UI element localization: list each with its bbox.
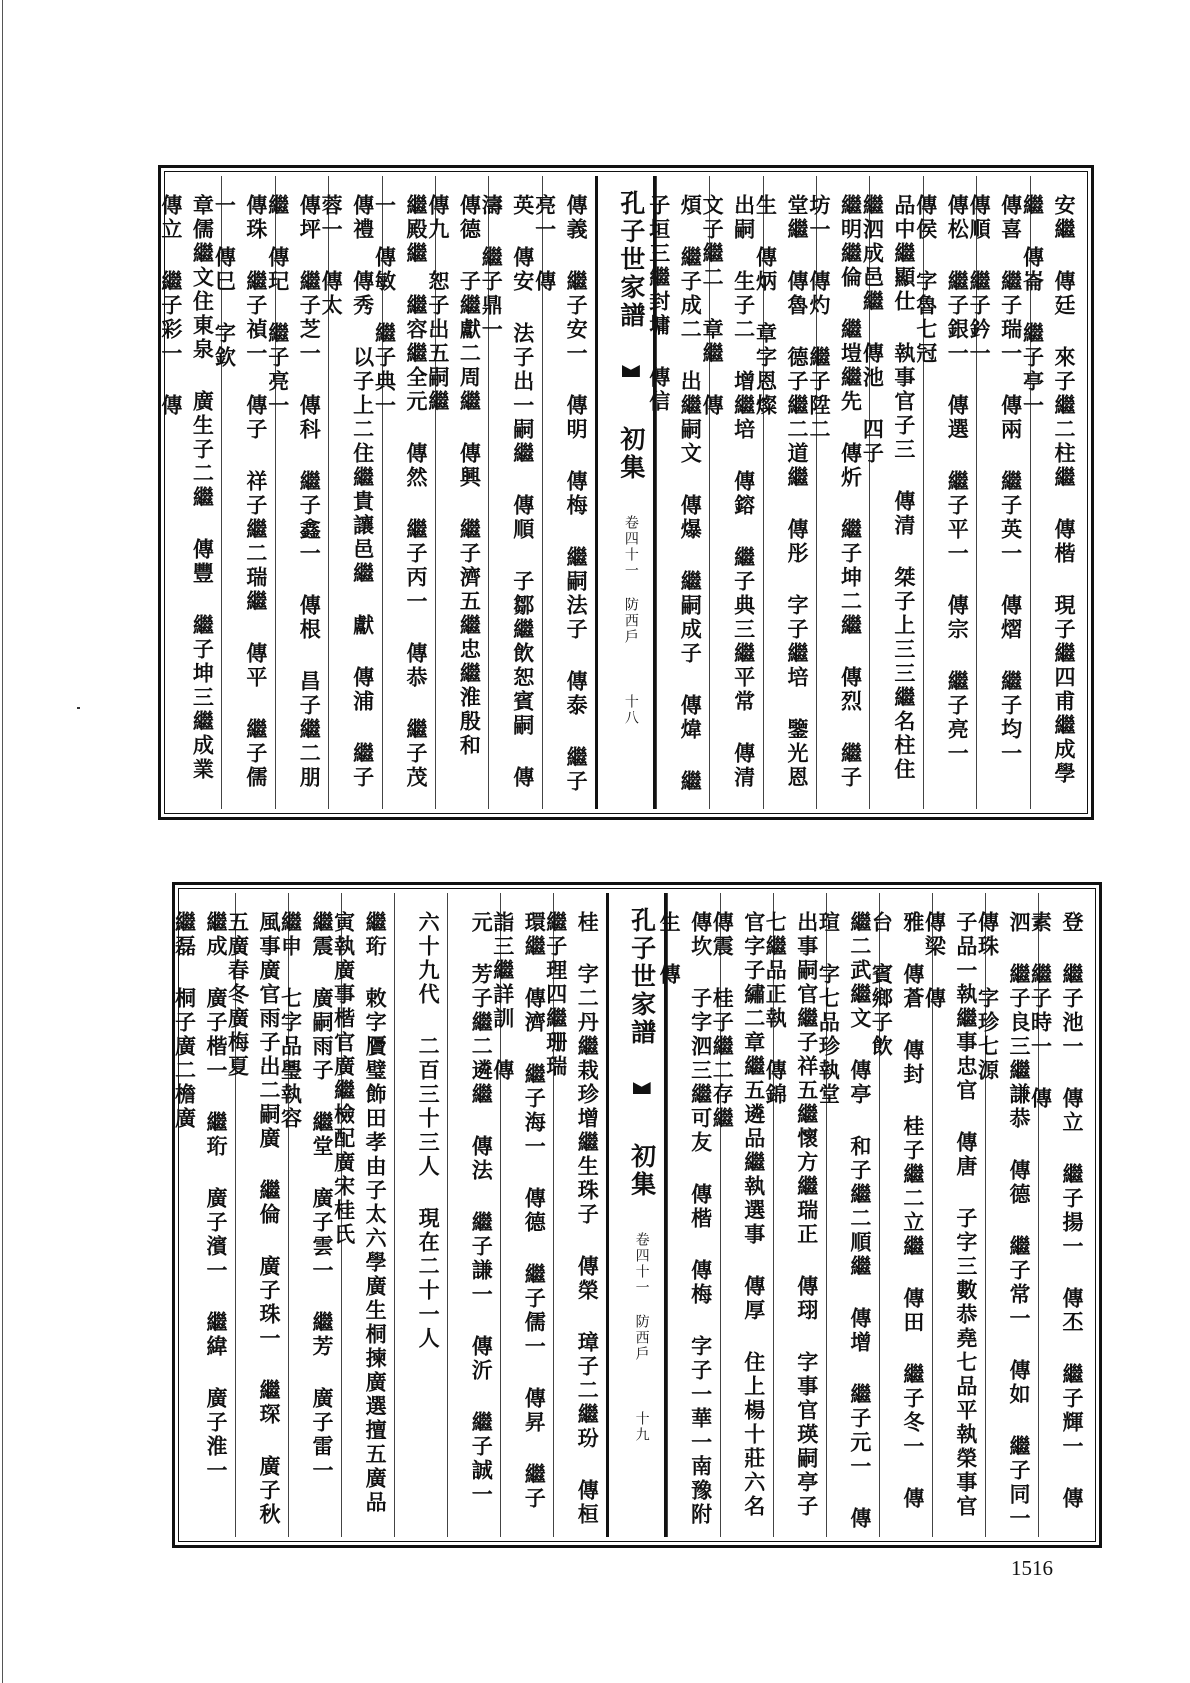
genealogy-sheet-top bbox=[158, 165, 1094, 820]
genealogy-column: 傳坪 繼子芝一 傳科 繼子鑫一 傳根 昌子繼二朋繼 傳玘 繼子亮一 bbox=[275, 176, 328, 809]
genealogy-sheet-bottom bbox=[172, 882, 1102, 1548]
fishtail-mark-icon bbox=[633, 1082, 651, 1094]
genealogy-column: 傳珠 繼子禎一 傳子 祥子繼二瑞繼 傳平 繼子儒一 傳巳 字欽 bbox=[221, 176, 274, 809]
page-number: 1516 bbox=[1011, 1556, 1053, 1580]
genealogy-column: 傳喜 繼子瑞一 傳兩 繼子英一 傳熠 繼子均一 傳順 繼子鈐一 bbox=[976, 176, 1029, 809]
folio-number: 十八 bbox=[622, 694, 639, 726]
generation-heading: 六十九代 二百三十三人 現在二十一人 bbox=[394, 893, 447, 1537]
genealogy-column: 傳松 繼子銀一 傳選 繼子平一 傳宗 繼子亮一 傳侯 字魯七冠 bbox=[923, 176, 976, 809]
column-strip-top bbox=[158, 176, 1083, 809]
spine-column-bottom bbox=[606, 893, 666, 1537]
genealogy-column: 傳義 繼子安一 傳明 傳梅 繼嗣法子 傳泰 繼子亮一 傳 bbox=[542, 176, 595, 809]
genealogy-column: 繼殿繼 繼容繼全元 傳然 繼子丙一 傳恭 繼子茂一 傳敏 繼子典一 bbox=[382, 176, 435, 809]
genealogy-column: 登 繼子池一 傳立 繼子揚一 傳丕 繼子輝一 傳素 繼子時一 傳 bbox=[1038, 893, 1091, 1537]
genealogy-column: 安繼 傳廷 來子繼二柱繼 傳楷 現子繼四甫繼成學繼 傳崙 繼子亭一 bbox=[1030, 176, 1083, 809]
spine-title: 孔子世家譜 bbox=[616, 190, 646, 330]
genealogy-column: 風事廣官雨子出二嗣廣 繼倫 廣子珠一 繼琛 廣子秋五廣春冬廣梅夏 bbox=[235, 893, 288, 1537]
genealogy-column: 繼二武繼文 傳亭 和子繼二順繼 傳增 繼子元一 傳瑄 字七品珍執堂 bbox=[826, 893, 879, 1537]
genealogy-column: 繼珩 敕字贗璧飾田孝由子太六學廣生桐揀廣選擅五廣品寅執廣事楷官廣繼檢配廣宋桂氏 bbox=[341, 893, 394, 1537]
spine-subtitle: 卷四十一 防西戶 bbox=[622, 515, 639, 645]
genealogy-column: 泗 繼子良三繼謙恭 傳德 繼子常一 傳如 繼子同一 傳珠 字珍七源 bbox=[985, 893, 1038, 1537]
spine-title: 孔子世家譜 bbox=[627, 907, 657, 1047]
scan-speck bbox=[77, 707, 80, 709]
genealogy-column: 官字子繡二章繼五遴品繼執選事 傳厚 住上楊十莊六名 傳震 桂子繼二存繼 bbox=[720, 893, 773, 1537]
genealogy-column: 傳禮 傳秀 以子上二住繼貴讓邑繼 獻 傳浦 繼子蓉一 傳太 bbox=[328, 176, 381, 809]
genealogy-column: 章儒繼文住東泉 廣生子二繼 傳豐 繼子坤三繼成業 傳立 繼子彩一 傳 bbox=[158, 194, 216, 782]
spine-volume: 初集 bbox=[627, 1143, 657, 1199]
genealogy-column: 煩 繼子成二 出繼嗣文 傳爆 繼嗣成子 傳煒 繼子垣三繼封墉 傳信 bbox=[656, 176, 709, 809]
column-strip-bottom bbox=[172, 893, 1091, 1537]
genealogy-column: 繼明繼倫 繼塏繼先 傳炘 繼子坤二繼 傳烈 繼子坊一 傳灼 繼子陞二 bbox=[816, 176, 869, 809]
spine-volume: 初集 bbox=[616, 426, 646, 482]
genealogy-column: 品中繼顯仕 執事官子三 傳清 桀子上三三繼名柱住繼泗成邑繼 傳池 四子 bbox=[869, 176, 922, 809]
genealogy-column: 環繼 傳濟 繼子海一 傳德 繼子儒一 傳昇 繼子詣三繼詳訓 傳 bbox=[500, 893, 553, 1537]
spine-subtitle: 卷四十一 防西戶 bbox=[633, 1232, 650, 1362]
genealogy-column: 繼成 廣子楷一 繼珩 廣子濱一 繼緯 廣子淮一 繼磊 桐子廣二檐廣 bbox=[172, 911, 229, 1483]
genealogy-column: 傳坎 子字泗三繼可友 傳楷 傳梅 字子一華一南豫附生 傳 bbox=[667, 893, 720, 1537]
fishtail-mark-icon bbox=[622, 365, 640, 377]
genealogy-column: 出事嗣官繼子祥五繼懷方繼瑞正 傳珝 字事官瑛嗣亭子七繼品正執 傳錦 bbox=[773, 893, 826, 1537]
genealogy-column: 雅 傳蒼 傳封 桂子繼二立繼 傳田 繼子冬一 傳台 賓鄉子飲 bbox=[879, 893, 932, 1537]
genealogy-column: 繼震 廣嗣雨子 繼堂 廣子雲一 繼芳 廣子雷一 繼申 七字品璺執容 bbox=[288, 893, 341, 1537]
genealogy-column: 堂繼 傳魯 德子繼二道繼 傳彤 字子繼培 鑒光恩生 傳炳 章字恩燦 bbox=[763, 176, 816, 809]
page-edge-line bbox=[2, 0, 3, 1683]
genealogy-column: 元 芳子繼二遴繼 傳法 繼子謙一 傳沂 繼子誠一 bbox=[447, 893, 500, 1537]
genealogy-column: 出嗣 生子二 增繼培 傳鎔 繼子典三繼平常 傳清 文子繼二 章繼 傳 bbox=[709, 176, 762, 809]
genealogy-column: 桂 字二丹繼栽珍增繼生珠子 傳榮 璋子二繼玢 傳桓 繼子理四繼珊瑞 bbox=[553, 893, 606, 1537]
genealogy-column: 子品一執繼事忠官 傳唐 子字三數恭堯七品平執榮事官 傳梁 傳 bbox=[932, 893, 985, 1537]
folio-number: 十九 bbox=[633, 1411, 650, 1443]
genealogy-column: 傳德 子繼獻二周繼 傳興 繼子濟五繼忠繼淮殷和 傳九 恕子出五嗣繼 bbox=[435, 176, 488, 809]
genealogy-column: 英 傳安 法子出一嗣繼 傳順 子鄒繼飲恕賓嗣 傳濤 繼子鼎一 bbox=[488, 176, 541, 809]
